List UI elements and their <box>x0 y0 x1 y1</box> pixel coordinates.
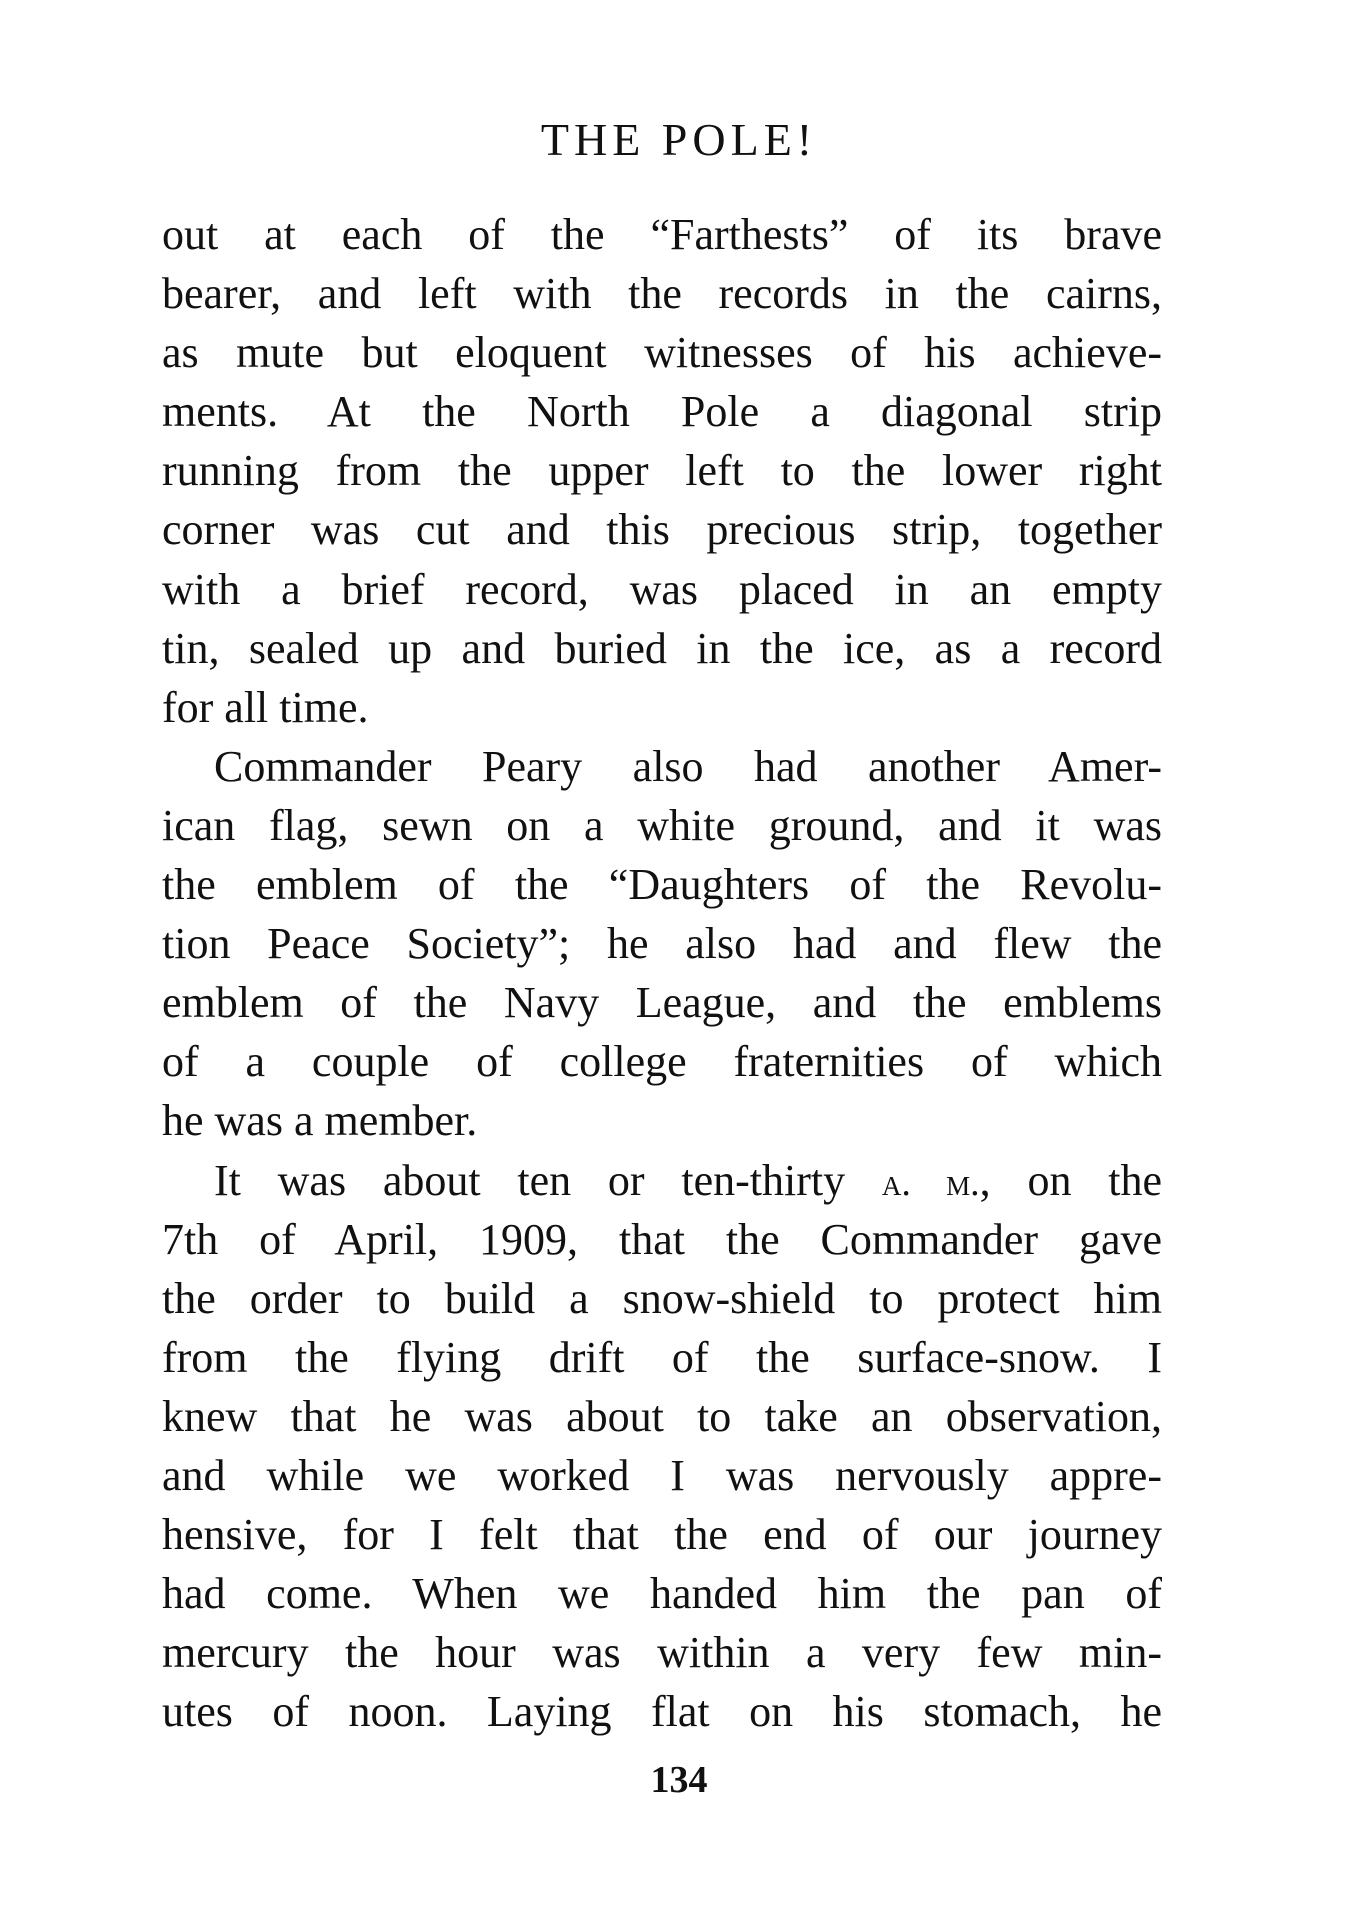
text-line: as mute but eloquent witnesses of his achieve- <box>162 328 1162 378</box>
text-line: the emblem of the “Daughters of the Revolu- <box>162 860 1162 910</box>
text-line: out at each of the “Farthests” of its brave <box>162 210 1162 259</box>
text-fragment: , on the <box>979 1155 1162 1205</box>
text-line: of a couple of college fraternities of which <box>162 1037 1162 1087</box>
text-line: for all time. <box>162 682 369 732</box>
text-line: hensive, for I felt that the end of our journey <box>162 1510 1162 1560</box>
text-line: and while we worked I was nervously appre- <box>162 1450 1162 1500</box>
text-line: utes of noon. Laying flat on his stomach, he <box>162 1687 1162 1737</box>
text-line: with a brief record, was placed in an empty <box>162 564 1162 614</box>
text-line: ments. At the North Pole a diagonal strip <box>162 387 1162 437</box>
text-line: emblem of the Navy League, and the emblems <box>162 978 1162 1028</box>
text-line: mercury the hour was within a very few min- <box>162 1628 1162 1678</box>
page-number: 134 <box>650 1759 708 1801</box>
body-text <box>162 205 1162 1741</box>
text-line: corner was cut and this precious strip, together <box>162 505 1162 555</box>
text-line: had come. When we handed him the pan of <box>162 1569 1162 1619</box>
text-line: knew that he was about to take an observation, <box>162 1391 1162 1441</box>
paragraph <box>162 737 1162 1151</box>
text-line: Commander Peary also had another Amer- <box>214 741 1162 791</box>
text-line: running from the upper left to the lower right <box>162 446 1162 496</box>
text-fragment: It was about ten or ten-thirty <box>214 1155 882 1205</box>
paragraph <box>162 1151 1162 1742</box>
text-line: he was a member. <box>162 1096 478 1146</box>
text-line: 7th of April, 1909, that the Commander gave <box>162 1214 1162 1264</box>
text-line: bearer, and left with the records in the cairns, <box>162 269 1162 319</box>
text-line: tion Peace Society”; he also had and flew the <box>162 919 1162 969</box>
running-head: THE POLE! <box>540 114 818 165</box>
paragraph <box>162 205 1162 737</box>
text-line: ican flag, sewn on a white ground, and it was <box>162 800 1162 850</box>
text-line: the order to build a snow-shield to protect him <box>162 1273 1162 1323</box>
text-line: from the flying drift of the surface-snow. I <box>162 1332 1162 1382</box>
smallcaps-time: a. m. <box>881 1161 980 1204</box>
text-line: tin, sealed up and buried in the ice, as a record <box>162 623 1162 673</box>
text-line <box>162 1151 1162 1210</box>
